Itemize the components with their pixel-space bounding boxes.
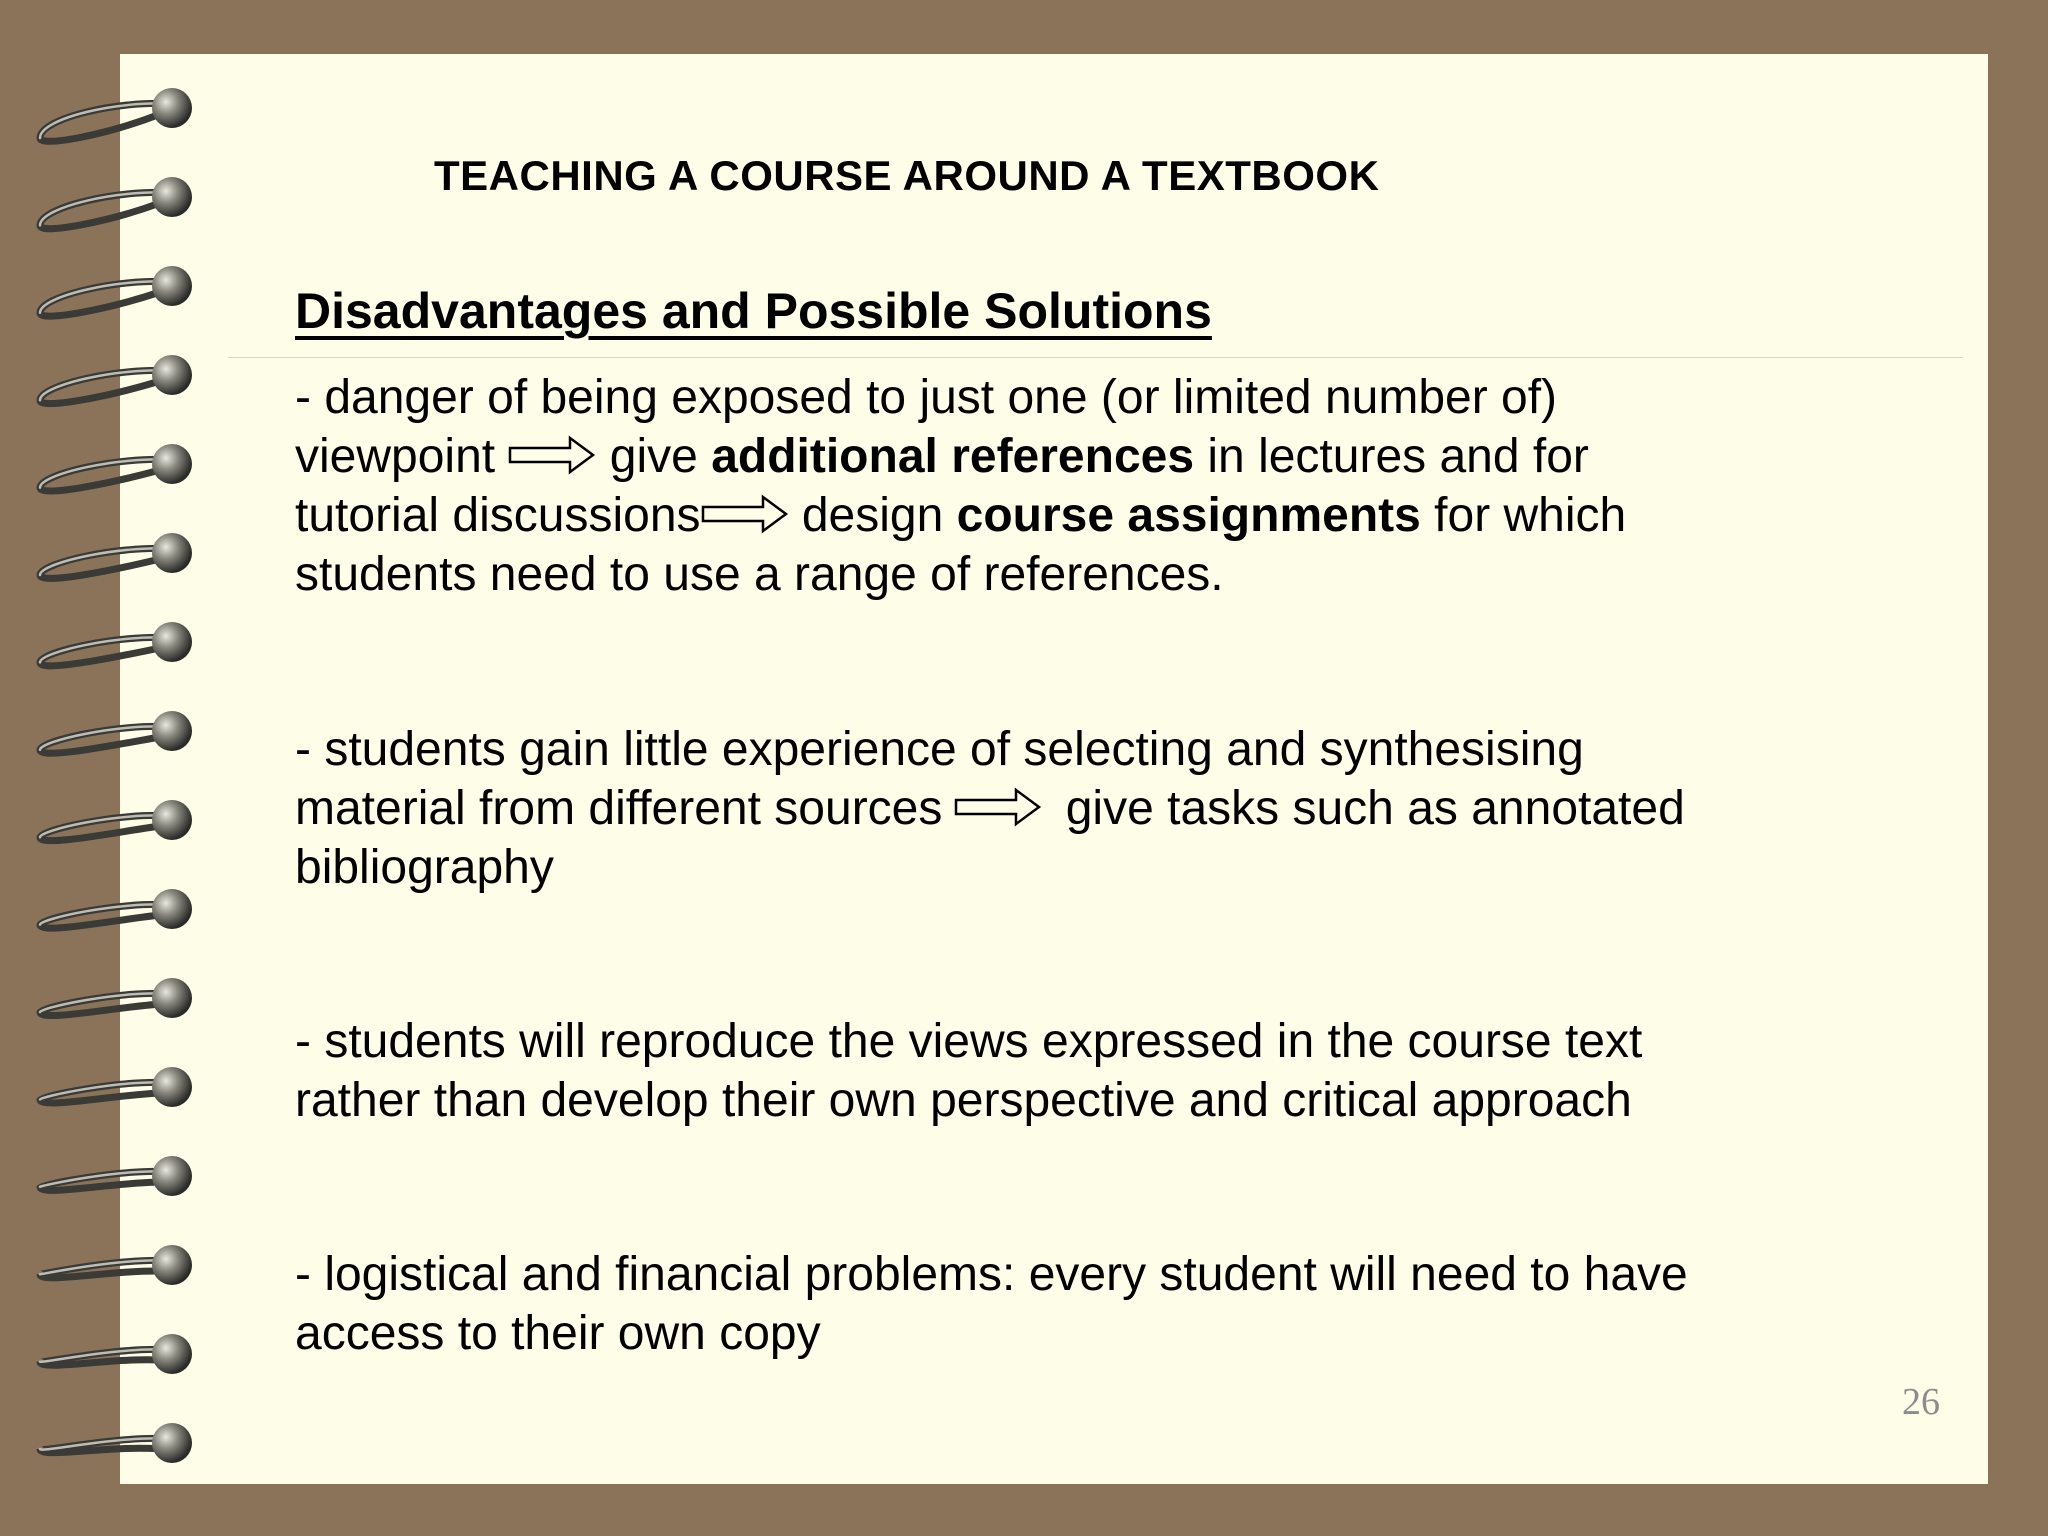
point-2	[295, 720, 1685, 897]
slide-title: TEACHING A COURSE AROUND A TEXTBOOK	[434, 152, 1380, 199]
spiral-ring	[40, 889, 192, 929]
spiral-ring	[40, 88, 192, 141]
point-1-text: for which	[1420, 489, 1627, 542]
slide-subtitle: Disadvantages and Possible Solutions	[295, 283, 1212, 339]
spiral-ring	[40, 1334, 192, 1374]
point-1-text: tutorial discussions	[295, 489, 701, 542]
page-number: 26	[1902, 1381, 1940, 1423]
point-3-line-1: - students will reproduce the views expressed in the course text	[295, 1015, 1643, 1068]
spiral-ring	[40, 800, 192, 841]
spiral-ring	[40, 1156, 192, 1196]
spiral-ring	[40, 177, 192, 229]
spiral-ring	[40, 355, 192, 404]
point-4	[295, 1245, 1688, 1363]
spiral-binding-icon	[0, 0, 220, 1536]
spiral-ring	[40, 711, 192, 753]
spiral-ring	[40, 1067, 192, 1107]
emphasis-text: additional references	[711, 430, 1195, 483]
spiral-ring	[40, 266, 192, 316]
point-1-line-1: - danger of being exposed to just one (or limited number of)	[295, 371, 1558, 424]
point-3	[295, 1012, 1642, 1130]
point-1-text: design	[788, 489, 957, 542]
point-2-text: give tasks such as annotated	[1052, 782, 1685, 835]
spiral-ring	[40, 978, 192, 1018]
spiral-ring	[40, 622, 192, 666]
point-3-line-2: rather than develop their own perspective and critical approach	[295, 1074, 1632, 1127]
point-2-text: material from different sources	[295, 782, 943, 835]
emphasis-text: course assignments	[956, 489, 1421, 542]
point-4-line-1: - logistical and financial problems: every student will need to have	[295, 1248, 1688, 1301]
divider	[228, 357, 1963, 358]
spiral-ring	[40, 1245, 192, 1285]
point-2-line-1: - students gain little experience of selecting and synthesising	[295, 723, 1584, 776]
point-4-line-2: access to their own copy	[295, 1307, 821, 1360]
point-1-text: give	[596, 430, 712, 483]
point-1-text: in lectures and for	[1194, 430, 1589, 483]
right-arrow-icon	[701, 494, 789, 534]
spiral-ring	[40, 444, 192, 491]
spiral-ring	[40, 1423, 192, 1463]
point-1-text: viewpoint	[295, 430, 509, 483]
spiral-ring	[40, 533, 192, 578]
right-arrow-icon	[954, 787, 1042, 827]
point-1-line-4: students need to use a range of references.	[295, 548, 1224, 601]
right-arrow-icon	[508, 435, 596, 475]
point-1	[295, 368, 1626, 604]
point-2-line-3: bibliography	[295, 841, 554, 894]
